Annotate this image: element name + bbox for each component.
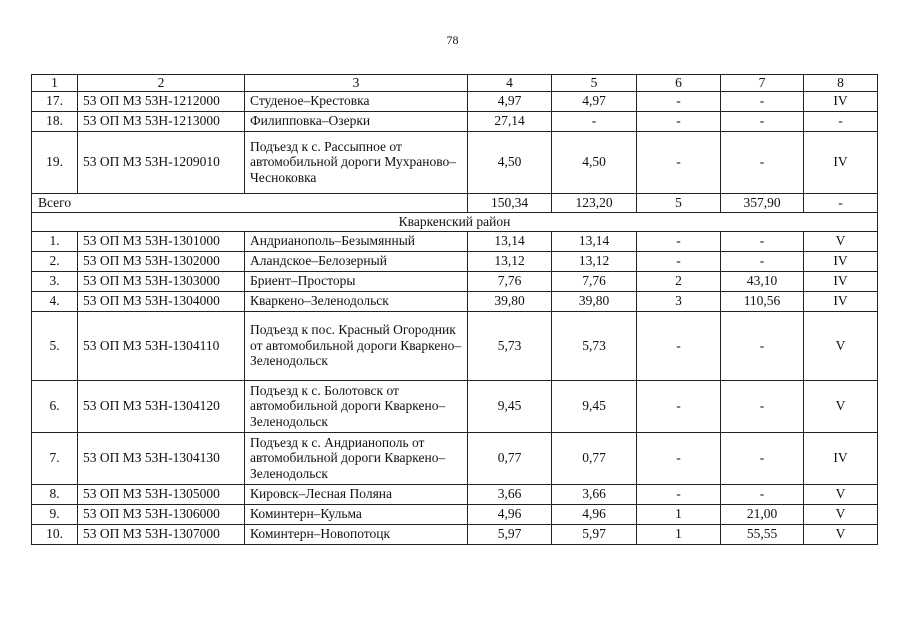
road-name: Кваркено–Зеленодольск bbox=[245, 291, 468, 311]
col7-value: 55,55 bbox=[721, 524, 804, 544]
row-number: 18. bbox=[32, 111, 78, 131]
col6-value: 3 bbox=[637, 291, 721, 311]
col5-value: 4,97 bbox=[552, 91, 637, 111]
col5-value: 4,96 bbox=[552, 504, 637, 524]
header-cell: 6 bbox=[637, 75, 721, 92]
table-row bbox=[32, 432, 878, 484]
row-number: 19. bbox=[32, 131, 78, 193]
table-row bbox=[32, 380, 878, 432]
total-col5: 123,20 bbox=[552, 193, 637, 212]
total-col8: - bbox=[804, 193, 878, 212]
col4-value: 4,96 bbox=[468, 504, 552, 524]
header-cell: 8 bbox=[804, 75, 878, 92]
header-cell: 7 bbox=[721, 75, 804, 92]
col8-value: V bbox=[804, 311, 878, 380]
col7-value: 110,56 bbox=[721, 291, 804, 311]
col5-value: 5,97 bbox=[552, 524, 637, 544]
col4-value: 9,45 bbox=[468, 380, 552, 432]
col6-value: - bbox=[637, 380, 721, 432]
road-name: Коминтерн–Кульма bbox=[245, 504, 468, 524]
road-name: Подъезд к с. Андрианополь от автомобильной дороги Кваркено–Зеленодольск bbox=[245, 432, 468, 484]
header-cell: 4 bbox=[468, 75, 552, 92]
road-name: Аландское–Белозерный bbox=[245, 251, 468, 271]
col7-value: - bbox=[721, 131, 804, 193]
page-number: 78 bbox=[446, 33, 459, 47]
roads-table bbox=[31, 74, 878, 545]
road-code: 53 ОП МЗ 53Н-1304130 bbox=[78, 432, 245, 484]
row-number: 6. bbox=[32, 380, 78, 432]
col7-value: - bbox=[721, 484, 804, 504]
row-number: 8. bbox=[32, 484, 78, 504]
col7-value: - bbox=[721, 251, 804, 271]
col6-value: - bbox=[637, 131, 721, 193]
col4-value: 13,14 bbox=[468, 231, 552, 251]
total-label: Всего bbox=[32, 193, 468, 212]
row-number: 10. bbox=[32, 524, 78, 544]
road-code: 53 ОП МЗ 53Н-1212000 bbox=[78, 91, 245, 111]
table-row bbox=[32, 131, 878, 193]
column-number-header bbox=[32, 75, 878, 92]
header-cell: 5 bbox=[552, 75, 637, 92]
row-number: 5. bbox=[32, 311, 78, 380]
road-name: Андрианополь–Безымянный bbox=[245, 231, 468, 251]
header-cell: 1 bbox=[32, 75, 78, 92]
col4-value: 39,80 bbox=[468, 291, 552, 311]
road-code: 53 ОП МЗ 53Н-1304120 bbox=[78, 380, 245, 432]
section-row bbox=[32, 212, 878, 231]
col7-value: - bbox=[721, 91, 804, 111]
col7-value: - bbox=[721, 380, 804, 432]
col4-value: 4,97 bbox=[468, 91, 552, 111]
col5-value: - bbox=[552, 111, 637, 131]
col8-value: V bbox=[804, 231, 878, 251]
road-name: Бриент–Просторы bbox=[245, 271, 468, 291]
col6-value: 1 bbox=[637, 504, 721, 524]
table-row bbox=[32, 504, 878, 524]
col5-value: 39,80 bbox=[552, 291, 637, 311]
col5-value: 5,73 bbox=[552, 311, 637, 380]
road-name: Студеное–Крестовка bbox=[245, 91, 468, 111]
total-col4: 150,34 bbox=[468, 193, 552, 212]
col7-value: - bbox=[721, 231, 804, 251]
col5-value: 13,12 bbox=[552, 251, 637, 271]
col6-value: - bbox=[637, 231, 721, 251]
row-number: 1. bbox=[32, 231, 78, 251]
col4-value: 27,14 bbox=[468, 111, 552, 131]
col5-value: 13,14 bbox=[552, 231, 637, 251]
col8-value: V bbox=[804, 504, 878, 524]
col5-value: 4,50 bbox=[552, 131, 637, 193]
col8-value: V bbox=[804, 524, 878, 544]
row-number: 17. bbox=[32, 91, 78, 111]
road-code: 53 ОП МЗ 53Н-1209010 bbox=[78, 131, 245, 193]
row-number: 4. bbox=[32, 291, 78, 311]
col5-value: 9,45 bbox=[552, 380, 637, 432]
col6-value: - bbox=[637, 311, 721, 380]
col6-value: 2 bbox=[637, 271, 721, 291]
road-name: Коминтерн–Новопотоцк bbox=[245, 524, 468, 544]
col4-value: 5,73 bbox=[468, 311, 552, 380]
col8-value: IV bbox=[804, 251, 878, 271]
table-row bbox=[32, 111, 878, 131]
col4-value: 4,50 bbox=[468, 131, 552, 193]
header-cell: 3 bbox=[245, 75, 468, 92]
col6-value: - bbox=[637, 251, 721, 271]
col4-value: 5,97 bbox=[468, 524, 552, 544]
table-row bbox=[32, 311, 878, 380]
col8-value: IV bbox=[804, 131, 878, 193]
table-row bbox=[32, 91, 878, 111]
header-cell: 2 bbox=[78, 75, 245, 92]
col6-value: - bbox=[637, 91, 721, 111]
table-row bbox=[32, 484, 878, 504]
road-name: Подъезд к с. Болотовск от автомобильной дороги Кваркено–Зеленодольск bbox=[245, 380, 468, 432]
col8-value: IV bbox=[804, 291, 878, 311]
road-code: 53 ОП МЗ 53Н-1213000 bbox=[78, 111, 245, 131]
road-code: 53 ОП МЗ 53Н-1306000 bbox=[78, 504, 245, 524]
road-name: Подъезд к пос. Красный Огородник от автомобильной дороги Кваркено–Зеленодольск bbox=[245, 311, 468, 380]
row-number: 7. bbox=[32, 432, 78, 484]
col4-value: 7,76 bbox=[468, 271, 552, 291]
section-title: Кваркенский район bbox=[32, 212, 878, 231]
col6-value: 1 bbox=[637, 524, 721, 544]
row-number: 9. bbox=[32, 504, 78, 524]
road-code: 53 ОП МЗ 53Н-1302000 bbox=[78, 251, 245, 271]
col7-value: - bbox=[721, 432, 804, 484]
total-row bbox=[32, 193, 878, 212]
road-code: 53 ОП МЗ 53Н-1303000 bbox=[78, 271, 245, 291]
road-code: 53 ОП МЗ 53Н-1305000 bbox=[78, 484, 245, 504]
col6-value: - bbox=[637, 432, 721, 484]
row-number: 2. bbox=[32, 251, 78, 271]
col8-value: V bbox=[804, 484, 878, 504]
total-col7: 357,90 bbox=[721, 193, 804, 212]
col8-value: IV bbox=[804, 271, 878, 291]
col8-value: IV bbox=[804, 432, 878, 484]
road-code: 53 ОП МЗ 53Н-1304110 bbox=[78, 311, 245, 380]
col7-value: 21,00 bbox=[721, 504, 804, 524]
road-code: 53 ОП МЗ 53Н-1301000 bbox=[78, 231, 245, 251]
col8-value: V bbox=[804, 380, 878, 432]
col8-value: - bbox=[804, 111, 878, 131]
col7-value: 43,10 bbox=[721, 271, 804, 291]
col5-value: 0,77 bbox=[552, 432, 637, 484]
col5-value: 3,66 bbox=[552, 484, 637, 504]
col7-value: - bbox=[721, 111, 804, 131]
table-row bbox=[32, 524, 878, 544]
table-row bbox=[32, 231, 878, 251]
col6-value: - bbox=[637, 111, 721, 131]
col4-value: 3,66 bbox=[468, 484, 552, 504]
col4-value: 0,77 bbox=[468, 432, 552, 484]
table-row bbox=[32, 291, 878, 311]
road-name: Кировск–Лесная Поляна bbox=[245, 484, 468, 504]
col8-value: IV bbox=[804, 91, 878, 111]
table-row bbox=[32, 271, 878, 291]
table-row bbox=[32, 251, 878, 271]
col5-value: 7,76 bbox=[552, 271, 637, 291]
road-code: 53 ОП МЗ 53Н-1307000 bbox=[78, 524, 245, 544]
row-number: 3. bbox=[32, 271, 78, 291]
col4-value: 13,12 bbox=[468, 251, 552, 271]
road-name: Подъезд к с. Рассыпное от автомобильной дороги Мухраново–Чесноковка bbox=[245, 131, 468, 193]
total-col6: 5 bbox=[637, 193, 721, 212]
col6-value: - bbox=[637, 484, 721, 504]
road-name: Филипповка–Озерки bbox=[245, 111, 468, 131]
road-code: 53 ОП МЗ 53Н-1304000 bbox=[78, 291, 245, 311]
col7-value: - bbox=[721, 311, 804, 380]
